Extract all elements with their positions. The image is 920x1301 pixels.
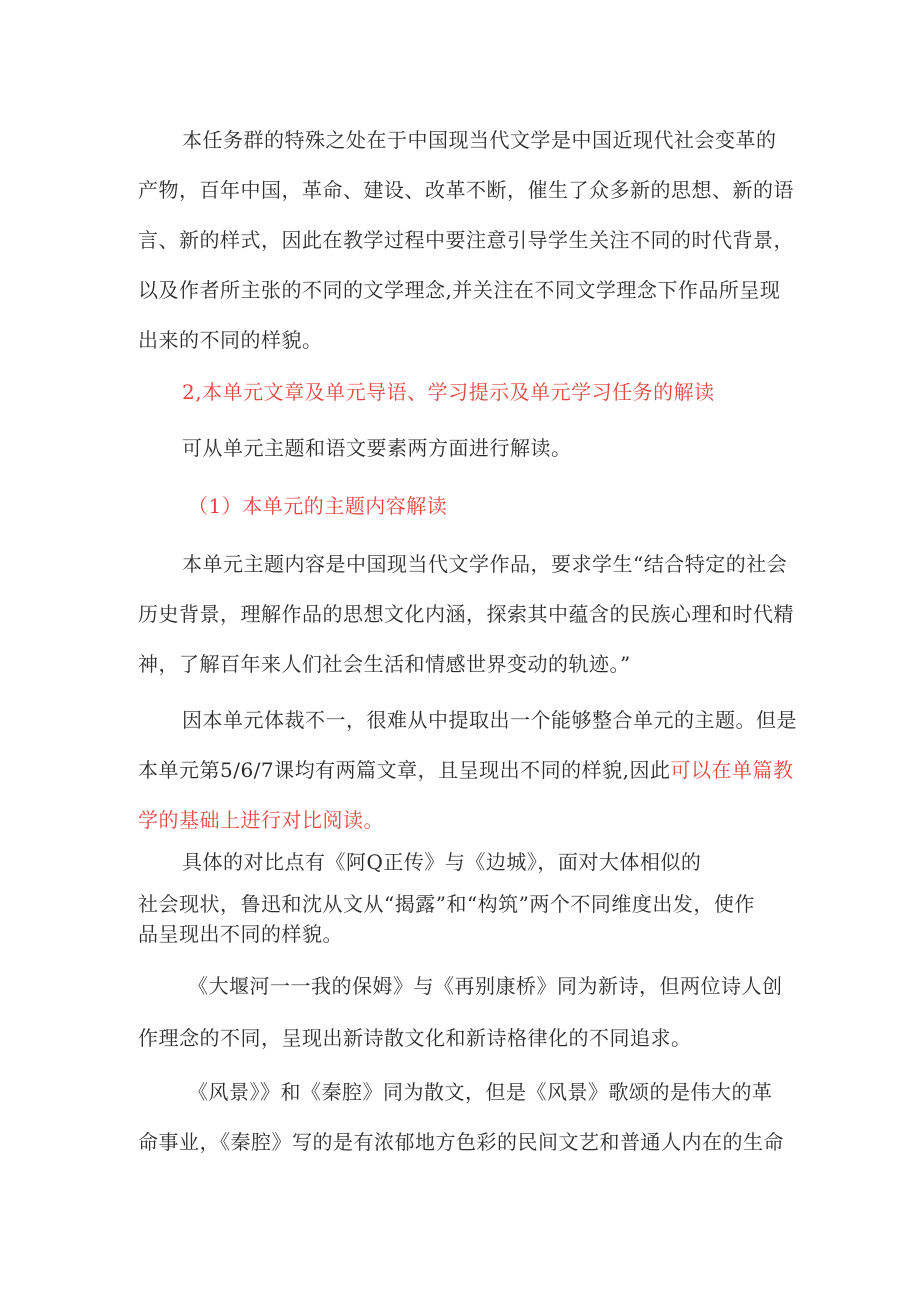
paragraph-4-line-2 [138, 756, 794, 784]
paragraph-1-line-4: 以及作者所主张的不同的文学理念,并关注在不同文学理念下作品所呈现 [138, 278, 781, 302]
highlight-text-part-1: 可以在单篇教 [670, 758, 794, 782]
paragraph-3-line-1: 本单元主题内容是中国现当代文学作品，要求学生“结合特定的社会 [182, 552, 788, 576]
paragraph-3-line-3: 神，了解百年来人们社会生活和情感世界变动的轨迹。” [138, 652, 631, 676]
paragraph-1-line-5: 出来的不同的样貌。 [138, 328, 323, 352]
paragraph-1-line-2: 产物，百年中国，革命、建设、改革不断，催生了众多新的思想、新的语 [138, 178, 794, 202]
subsection-heading-1: （1）本单元的主题内容解读 [188, 494, 448, 518]
paragraph-4-line-2-text: 本单元第5/6/7课均有两篇文章，且呈现出不同的样貌,因此 [138, 758, 671, 782]
paragraph-3-line-2: 历史背景，理解作品的思想文化内涵，探索其中蕴含的民族心理和时代精 [138, 602, 794, 626]
paragraph-7-line-1: 《风景》》和《秦腔》同为散文，但是《风景》歌颂的是伟大的革 [188, 1080, 773, 1104]
highlight-text-part-2: 学的基础上进行对比阅读。 [138, 808, 384, 832]
section-heading-2: 2,本单元文章及单元导语、学习提示及单元学习任务的解读 [182, 380, 715, 404]
paragraph-6-line-1: 《大堰河一一我的保姆》与《再别康桥》同为新诗，但两位诗人创 [188, 974, 783, 998]
paragraph-5-line-2: 社会现状，鲁迅和沈从文从“揭露”和“构筑”两个不同维度出发，使作 [138, 892, 755, 916]
paragraph-1-line-1: 本任务群的特殊之处在于中国现当代文学是中国近现代社会变革的 [182, 128, 777, 152]
paragraph-2-line-1: 可从单元主题和语文要素两方面进行解读。 [182, 436, 572, 460]
paragraph-1-line-3: 言、新的样式，因此在教学过程中要注意引导学生关注不同的时代背景， [138, 228, 794, 252]
paragraph-7-line-2: 命事业，《秦腔》写的是有浓郁地方色彩的民间文艺和普通人内在的生命 [138, 1130, 784, 1154]
paragraph-4-line-1: 因本单元体裁不一，很难从中提取出一个能够整合单元的主题。但是 [182, 708, 797, 732]
paragraph-5-line-1: 具体的对比点有《阿Q正传》与《边城》，面对大体相似的 [182, 850, 702, 874]
paragraph-6-line-2: 作理念的不同，呈现出新诗散文化和新诗格律化的不同追求。 [138, 1026, 692, 1050]
paragraph-5-line-3: 品呈现出不同的样貌。 [138, 922, 343, 946]
